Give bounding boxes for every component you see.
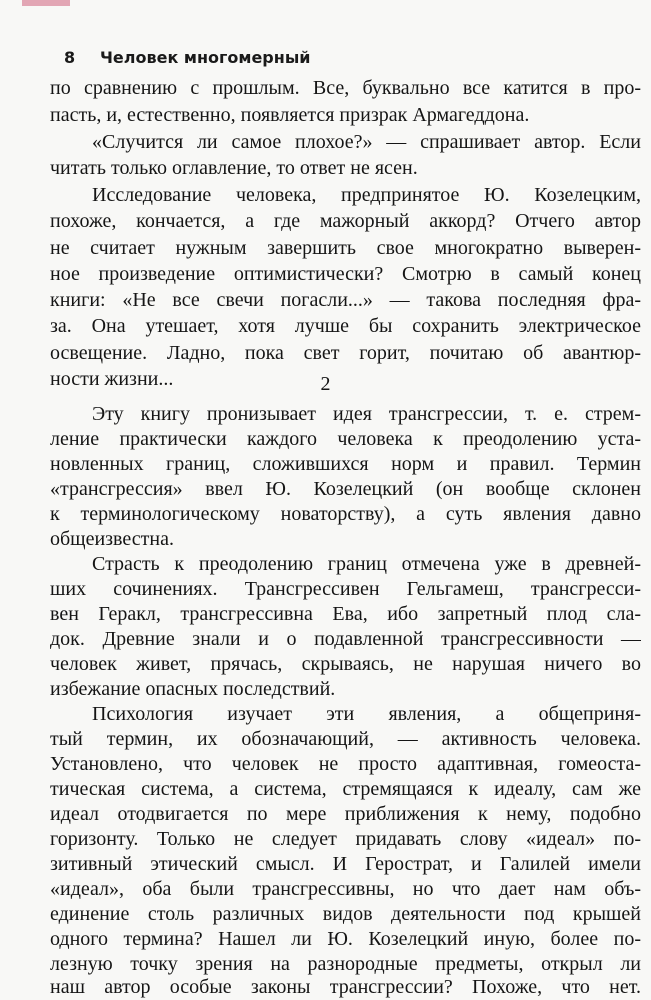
- text-line: лезную точку зрения на разнородные предметы, открыл ли: [50, 953, 641, 975]
- text-line: книги: «Не все свечи погасли...» — такова последняя фра-: [50, 289, 641, 311]
- text-line: ности жизни...: [50, 368, 174, 390]
- text-line: пасть, и, естественно, появляется призрак Армагеддона.: [50, 104, 530, 126]
- text-line: Эту книгу пронизывает идея трансгрессии, т. е. стрем-: [92, 403, 641, 425]
- text-line: ное произведение оптимистически? Смотрю в самый конец: [50, 263, 641, 285]
- running-title: Человек многомерный: [100, 48, 311, 67]
- text-line: освещение. Ладно, пока свет горит, почитаю об авантюр-: [50, 342, 641, 364]
- text-line: наш автор особые законы трансгрессии? Похоже, что нет.: [50, 976, 641, 998]
- text-line: по сравнению с прошлым. Все, буквально все катится в про-: [50, 77, 641, 99]
- text-line: «Случится ли самое плохое?» — спрашивает автор. Если: [92, 131, 641, 153]
- text-line: Установлено, что человек не просто адаптивная, гомеоста-: [50, 753, 641, 775]
- text-line: читать только оглавление, то ответ не ясен.: [50, 157, 418, 179]
- text-line: за. Она утешает, хотя лучше бы сохранить электрическое: [50, 315, 641, 337]
- text-line: одного термина? Нашел ли Ю. Козелецкий иную, более по-: [50, 928, 641, 950]
- text-line: ших сочинениях. Трансгрессивен Гельгамеш, трансгресси-: [50, 578, 641, 600]
- text-line: «трансгрессия» ввел Ю. Козелецкий (он вообще склонен: [50, 478, 641, 500]
- text-line: не считает нужным завершить свое многократно выверен-: [50, 237, 641, 259]
- text-line: Страсть к преодолению границ отмечена уже в древней-: [92, 553, 641, 575]
- text-line: тый термин, их обозначающий, — активность человека.: [50, 728, 641, 750]
- text-line: тическая система, а система, стремящаяся к идеалу, сам же: [50, 778, 641, 800]
- page-number: 8: [64, 48, 76, 67]
- text-line: зитивный этический смысл. И Герострат, и Галилей имели: [50, 853, 641, 875]
- text-line: похоже, кончается, а где мажорный аккорд? Отчего автор: [50, 210, 641, 232]
- section-number: 2: [320, 373, 331, 395]
- text-line: вен Геракл, трансгрессивна Ева, ибо запретный плод сла-: [50, 603, 641, 625]
- text-line: идеал отодвигается по мере приближения к нему, подобно: [50, 803, 641, 825]
- text-line: Исследование человека, предпринятое Ю. Козелецким,: [92, 184, 641, 206]
- text-line: док. Древние знали и о подавленной трансгрессивности —: [50, 628, 641, 650]
- text-line: новленных границ, сложившихся норм и правил. Термин: [50, 453, 641, 475]
- text-line: «идеал», оба были трансгрессивны, но что дает нам объ-: [50, 878, 641, 900]
- text-line: к терминологическому новаторству), а суть явления давно: [50, 503, 641, 525]
- text-line: человек живет, прячась, скрываясь, не нарушая ничего во: [50, 653, 641, 675]
- text-line: Психология изучает эти явления, а общеприня-: [92, 703, 641, 725]
- text-line: единение столь различных видов деятельности под крышей: [50, 903, 641, 925]
- top-edge-mark: [22, 0, 70, 6]
- text-line: горизонту. Только не следует придавать слову «идеал» по-: [50, 828, 641, 850]
- text-line: ление практически каждого человека к преодолению уста-: [50, 428, 641, 450]
- text-line: общеизвестна.: [50, 528, 174, 550]
- text-line: избежание опасных последствий.: [50, 678, 336, 700]
- running-head: [64, 48, 644, 67]
